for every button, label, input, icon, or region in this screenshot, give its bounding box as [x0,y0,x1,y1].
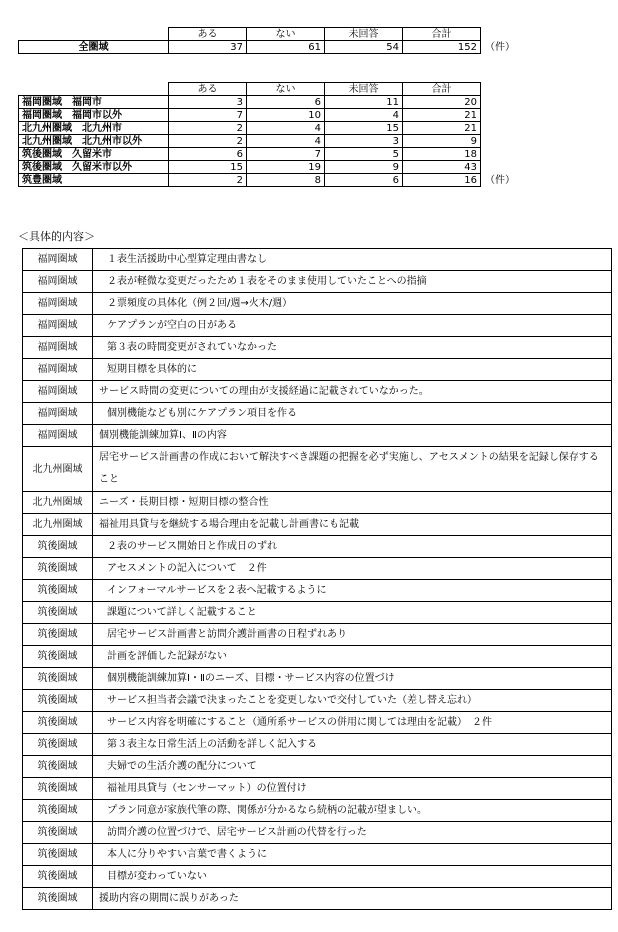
region-cell: 福岡圏域 [23,249,93,271]
content-cell: 第３表の時間変更がされていなかった [93,337,612,359]
content-cell: サービス担当者会議で決まったことを変更しないで交付していた（差し替え忘れ） [93,690,612,712]
content-cell: プラン同意が家族代筆の際、関係が分かるなら続柄の記載が望ましい。 [93,800,612,822]
blank-cell [481,161,521,174]
detail-row [23,778,612,800]
region-cell: 筑後圏域 [23,558,93,580]
row-label: 筑豊圏域 [19,174,169,187]
summary-header-row [19,28,521,41]
content-cell: 個別機能訓練加算Ⅰ、Ⅱの内容 [93,425,612,447]
details-heading: ＜具体的内容＞ [18,230,95,243]
detail-row [23,514,612,536]
region-cell: 福岡圏域 [23,381,93,403]
region-cell: 福岡圏域 [23,425,93,447]
header-cell: 未回答 [325,28,403,41]
region-cell: 筑後圏域 [23,712,93,734]
content-cell: 個別機能なども別にケアプラン項目を作る [93,403,612,425]
content-cell: 課題について詳しく記載すること [93,602,612,624]
value-cell: 3 [325,135,403,148]
value-cell: 20 [403,96,481,109]
region-cell: 筑後圏域 [23,602,93,624]
value-cell: 21 [403,109,481,122]
value-cell: 4 [325,109,403,122]
unit-label: （件） [485,174,515,186]
value-cell: 9 [325,161,403,174]
region-cell: 北九州圏域 [23,492,93,514]
header-cell: ない [247,83,325,96]
content-cell: 第３表主な日常生活上の活動を詳しく記入する [93,734,612,756]
blank-cell [481,135,521,148]
value-cell: 37 [169,41,247,54]
detail-row [23,888,612,910]
region-cell: 筑後圏域 [23,734,93,756]
region-cell: 筑後圏域 [23,778,93,800]
table-row [19,174,521,187]
value-cell: 15 [169,161,247,174]
detail-row [23,690,612,712]
table-row [19,96,521,109]
content-cell: サービス時間の変更についての理由が支援経過に記載されていなかった。 [93,381,612,403]
blank-cell [481,109,521,122]
content-cell: 福祉用具貸与を継続する場合理由を記載し計画書にも記載 [93,514,612,536]
detail-row [23,668,612,690]
value-cell: 5 [325,148,403,161]
blank-cell [481,148,521,161]
header-cell: ある [169,28,247,41]
detail-row [23,822,612,844]
detail-row [23,558,612,580]
value-cell: 4 [247,135,325,148]
value-cell: 7 [247,148,325,161]
value-cell: 10 [247,109,325,122]
row-label: 筑後圏域 久留米市以外 [19,161,169,174]
details-table [22,248,612,910]
blank-cell [481,83,521,96]
region-cell: 筑後圏域 [23,624,93,646]
region-table [18,82,521,187]
content-cell: 居宅サービス計画書の作成において解決すべき課題の把握を必ず実施し、アセスメントの結果を記録し保存すること [93,447,612,492]
row-label: 福岡圏域 福岡市以外 [19,109,169,122]
value-cell: 21 [403,122,481,135]
value-cell: 9 [403,135,481,148]
content-cell: ケアプランが空白の日がある [93,315,612,337]
blank-cell [19,28,169,41]
content-cell: アセスメントの記入について ２件 [93,558,612,580]
header-cell: 合計 [403,83,481,96]
value-cell: 11 [325,96,403,109]
region-cell: 福岡圏域 [23,271,93,293]
region-cell: 福岡圏域 [23,359,93,381]
value-cell: 61 [247,41,325,54]
region-cell: 筑後圏域 [23,756,93,778]
blank-cell [481,122,521,135]
detail-row [23,844,612,866]
detail-row [23,492,612,514]
region-cell: 北九州圏域 [23,514,93,536]
content-cell: ２表のサービス開始日と作成日のずれ [93,536,612,558]
header-cell: ある [169,83,247,96]
summary-table [18,27,521,54]
detail-row [23,425,612,447]
region-cell: 筑後圏域 [23,646,93,668]
region-header-row [19,83,521,96]
value-cell: 6 [247,96,325,109]
blank-cell [481,96,521,109]
region-cell: 筑後圏域 [23,800,93,822]
value-cell: 2 [169,122,247,135]
value-cell: 6 [325,174,403,187]
content-cell: 短期目標を具体的に [93,359,612,381]
detail-row [23,249,612,271]
header-cell: ない [247,28,325,41]
region-cell: 筑後圏域 [23,844,93,866]
row-label: 福岡圏域 福岡市 [19,96,169,109]
row-label: 筑後圏域 久留米市 [19,148,169,161]
content-cell: 居宅サービス計画書と訪問介護計画書の日程ずれあり [93,624,612,646]
region-cell: 筑後圏域 [23,822,93,844]
detail-row [23,536,612,558]
region-cell: 筑後圏域 [23,690,93,712]
content-cell: サービス内容を明確にすること（通所系サービスの併用に関しては理由を記載） ２件 [93,712,612,734]
table-row [19,148,521,161]
value-cell: 6 [169,148,247,161]
value-cell: 7 [169,109,247,122]
region-cell: 筑後圏域 [23,888,93,910]
row-label: 北九州圏域 北九州市以外 [19,135,169,148]
unit-label: （件） [485,41,515,53]
value-cell: 54 [325,41,403,54]
header-cell: 未回答 [325,83,403,96]
detail-row [23,447,612,492]
row-label: 全圏域 [19,41,169,54]
value-cell: 4 [247,122,325,135]
content-cell: 本人に分りやすい言葉で書くように [93,844,612,866]
detail-row [23,315,612,337]
detail-row [23,337,612,359]
detail-row [23,866,612,888]
region-cell: 福岡圏域 [23,403,93,425]
detail-row [23,800,612,822]
detail-row [23,646,612,668]
blank-cell [481,28,521,41]
content-cell: 目標が変わっていない [93,866,612,888]
header-cell: 合計 [403,28,481,41]
content-cell: １表生活援助中心型算定理由書なし [93,249,612,271]
detail-row [23,756,612,778]
detail-row [23,403,612,425]
content-cell: 福祉用具貸与（センサーマット）の位置付け [93,778,612,800]
region-cell: 筑後圏域 [23,668,93,690]
region-cell: 北九州圏域 [23,447,93,492]
region-cell: 筑後圏域 [23,536,93,558]
content-cell: インフォーマルサービスを２表へ記載するように [93,580,612,602]
value-cell: 16 [403,174,481,187]
value-cell: 152 [403,41,481,54]
value-cell: 19 [247,161,325,174]
summary-row [19,41,521,54]
region-cell: 福岡圏域 [23,293,93,315]
detail-row [23,734,612,756]
table-row [19,135,521,148]
region-cell: 筑後圏域 [23,580,93,602]
detail-row [23,293,612,315]
region-cell: 筑後圏域 [23,866,93,888]
detail-row [23,712,612,734]
value-cell: 3 [169,96,247,109]
value-cell: 2 [169,174,247,187]
detail-row [23,602,612,624]
content-cell: 夫婦での生活介護の配分について [93,756,612,778]
table-row [19,109,521,122]
detail-row [23,624,612,646]
detail-row [23,359,612,381]
detail-row [23,580,612,602]
content-cell: 計画を評価した記録がない [93,646,612,668]
value-cell: 43 [403,161,481,174]
content-cell: 援助内容の期間に誤りがあった [93,888,612,910]
row-label: 北九州圏域 北九州市 [19,122,169,135]
blank-cell [19,83,169,96]
region-cell: 福岡圏域 [23,337,93,359]
value-cell: 2 [169,135,247,148]
table-row [19,161,521,174]
table-row [19,122,521,135]
detail-row [23,271,612,293]
value-cell: 15 [325,122,403,135]
content-cell: 訪問介護の位置づけで、居宅サービス計画の代替を行った [93,822,612,844]
content-cell: 個別機能訓練加算Ⅰ・Ⅱのニーズ、目標・サービス内容の位置づけ [93,668,612,690]
value-cell: 18 [403,148,481,161]
detail-row [23,381,612,403]
region-cell: 福岡圏域 [23,315,93,337]
value-cell: 8 [247,174,325,187]
content-cell: ２票頻度の具体化（例２回/週→火木/週） [93,293,612,315]
content-cell: ニーズ・長期目標・短期目標の整合性 [93,492,612,514]
content-cell: ２表が軽微な変更だったため１表をそのまま使用していたことへの指摘 [93,271,612,293]
